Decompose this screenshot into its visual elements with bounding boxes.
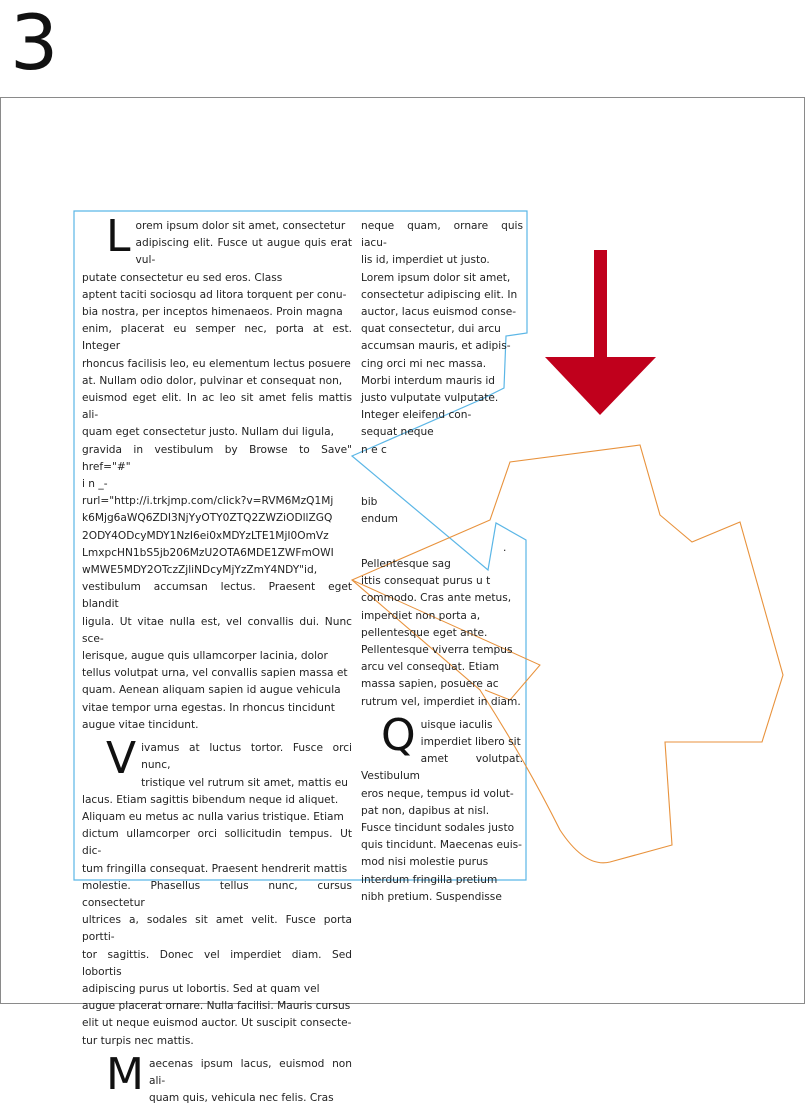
paragraph-3 [82, 1048, 352, 1107]
down-arrow-icon [545, 250, 656, 415]
text-line: lis id, imperdiet ut justo. [361, 254, 490, 267]
text-line: tum fringilla consequat. Praesent hendrerit mattis [82, 862, 348, 875]
text-line: Pellentesque sag [361, 558, 451, 570]
text-line: ittis consequat purus u t [361, 575, 491, 588]
column-2-top-lines [361, 218, 523, 459]
text-line: accumsan mauris, et adipis- [361, 340, 511, 353]
paragraph-q [361, 709, 523, 906]
drop-cap-l: L [106, 211, 131, 262]
text-line: ivamus at luctus tortor. Fusce orci nunc, [141, 742, 352, 772]
text-line: neque quam, ornare quis iacu- [361, 220, 523, 250]
text-line: molestie. Phasellus tellus nunc, cursus consectetur [82, 879, 352, 909]
text-line: vestibulum accumsan lectus. Praesent eget blandit [82, 581, 352, 611]
text-line: rurl="http://i.trkjmp.com/click?v=RVM6MzQ1Mj [82, 495, 334, 508]
text-line: massa sapien, posuere ac [361, 678, 499, 691]
text-line: commodo. Cras ante metus, [361, 592, 512, 605]
column-2-lower-lines [361, 556, 523, 711]
text-line: euismod eget elit. In ac leo sit amet felis mattis ali- [82, 392, 352, 422]
text-line: n e c [361, 443, 387, 456]
text-line: sequat neque [361, 426, 434, 439]
step-number: 3 [10, 0, 59, 87]
text-line: Aliquam eu metus ac nulla varius tristique. Etiam [82, 810, 344, 823]
text-line: quam quis, vehicula nec felis. Cras [148, 1092, 334, 1105]
paragraph-1-text [82, 211, 352, 734]
text-line: Fusce tincidunt sodales justo [361, 822, 515, 835]
text-line: augue vitae tincidunt. [82, 718, 199, 731]
text-line: imperdiet non porta a, [361, 609, 481, 622]
column-2-mid-lines [361, 494, 421, 528]
drop-cap-m: M [106, 1048, 144, 1100]
text-line: adipiscing purus ut lobortis. Sed at quam vel [82, 982, 320, 995]
text-line: vitae tempor urna egestas. In rhoncus tincidunt [82, 701, 335, 714]
paragraph-2 [82, 733, 352, 1050]
text-line: rutrum vel, imperdiet in diam. [361, 695, 521, 708]
text-line: Lorem ipsum dolor sit amet, [361, 271, 511, 284]
text-line: tellus volutpat urna, vel convallis sapien massa et [82, 667, 348, 680]
text-line: bia nostra, per inceptos himenaeos. Proin magna [82, 306, 343, 319]
drop-cap-q: Q [381, 709, 416, 761]
text-line: cing orci mi nec massa. [361, 357, 487, 370]
text-line: rhoncus facilisis leo, eu elementum lectus posuere [82, 357, 351, 370]
text-line: augue placerat ornare. Nulla facilisi. Mauris cursus [82, 1000, 351, 1013]
drop-cap-v: V [106, 733, 137, 785]
text-line: at. Nullam odio dolor, pulvinar et consequat non, [82, 374, 343, 387]
text-line: endum [361, 513, 398, 526]
text-line: adipiscing elit. Fusce ut augue quis erat vul- [135, 237, 352, 267]
text-line: amet volutpat. Vestibulum [361, 753, 523, 783]
text-line: quis tincidunt. Maecenas euis- [361, 839, 522, 852]
text-column-2-dot: . [503, 542, 507, 554]
text-line: k6Mjg6aWQ6ZDI3NjYyOTY0ZTQ2ZWZiODllZGQ [82, 512, 333, 525]
text-line: quat consectetur, dui arcu [361, 323, 501, 336]
text-line: orem ipsum dolor sit amet, consectetur [135, 220, 346, 232]
text-line: Morbi interdum mauris id [361, 374, 496, 387]
text-line: LmxpcHN1bS5jb206MzU2OTA6MDE1ZWFmOWI [82, 546, 334, 559]
text-column-2-lower [361, 556, 523, 906]
text-line: ligula. Ut vitae nulla est, vel convallis dui. Nunc sce- [82, 615, 352, 645]
text-line: interdum fringilla pretium [361, 873, 498, 886]
text-line: quam. Aenean aliquam sapien id augue vehicula [82, 684, 341, 697]
text-line: justo vulputate vulputate. [361, 392, 499, 405]
text-line: pat non, dapibus at nisl. [361, 804, 490, 817]
text-line: gravida in vestibulum by Browse to Save" href="#" [82, 443, 352, 473]
text-line: consectetur adipiscing elit. In [361, 288, 518, 301]
text-line: 2ODY4ODcyMDY1NzI6ei0xMDYzLTE1MjI0OmVz [82, 529, 329, 542]
text-line: aecenas ipsum lacus, euismod non ali- [148, 1057, 352, 1087]
text-line: tur turpis nec mattis. [82, 1034, 194, 1047]
text-line: pellentesque eget ante. [361, 626, 488, 639]
text-line: ultrices a, sodales sit amet velit. Fusce porta portti- [82, 914, 352, 944]
text-line: tristique vel rutrum sit amet, mattis eu [141, 776, 348, 789]
text-line: wMWE5MDY2OTczZjliNDcyMjYzZmY4NDY"id, [82, 564, 318, 577]
text-line: enim, placerat eu semper nec, porta at est. Integer [82, 323, 352, 353]
text-line: tor sagittis. Donec vel imperdiet diam. Sed lobortis [82, 948, 352, 978]
text-line: lerisque, augue quis ullamcorper lacinia, dolor [82, 650, 328, 663]
text-line: imperdiet libero sit [420, 736, 521, 749]
text-line: aptent taciti sociosqu ad litora torquent per conu- [82, 288, 347, 301]
text-line: Pellentesque viverra tempus [361, 644, 513, 657]
text-line: lacus. Etiam sagittis bibendum neque id aliquet. [82, 793, 339, 806]
text-line: auctor, lacus euismod conse- [361, 306, 517, 319]
text-column-2-fragment [361, 494, 421, 528]
text-line: arcu vel consequat. Etiam [361, 661, 500, 674]
text-line: quam eget consectetur justo. Nullam dui ligula, [82, 426, 334, 439]
text-column-1 [82, 211, 352, 1107]
paragraph-2-text [82, 733, 352, 1050]
paragraph-1 [82, 211, 352, 734]
text-line: i n _- [82, 478, 108, 491]
text-line: putate consectetur eu sed eros. Class [82, 271, 283, 284]
text-line: bib [361, 496, 378, 508]
text-column-2-top [361, 218, 523, 459]
text-line: Integer eleifend con- [361, 409, 472, 422]
text-line: eros neque, tempus id volut- [361, 787, 514, 800]
text-line: uisque iaculis [420, 718, 493, 731]
text-line: mod nisi molestie purus [361, 856, 489, 869]
text-line: nibh pretium. Suspendisse [361, 890, 502, 903]
text-line: dictum ullamcorper orci sollicitudin tempus. Ut dic- [82, 828, 352, 858]
text-line: elit ut neque euismod auctor. Ut suscipit consecte- [82, 1017, 352, 1030]
